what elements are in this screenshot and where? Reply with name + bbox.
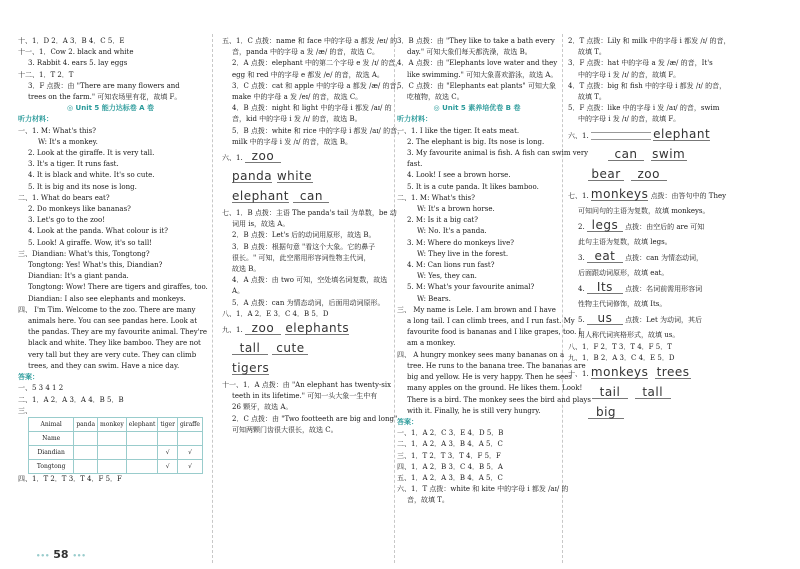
handwritten-answer: white	[276, 169, 313, 184]
text-line: 5．C 点拨：由 "Elephants eat plants" 可知大象	[397, 81, 556, 90]
text-line: 中的字母 i 发 /ɪ/ 的音，故填 F。	[578, 115, 681, 124]
decor-dots-icon: •••	[72, 552, 86, 560]
text-line: with it. Finally, he is still very hungry.	[407, 406, 541, 415]
text-line: 5．A 点拨：can 为情态动词，后面用动词原形。	[232, 298, 385, 307]
text-line: big and yellow. He is very happy. Then he sees	[407, 373, 572, 382]
handwritten-answer: cute	[272, 342, 308, 355]
text-line: 可知两颗门齿很大很长，故选 C。	[232, 425, 338, 434]
text-line: trees on the farm." 可知农场里有花，故填 F。	[28, 93, 182, 102]
text-line: 六、1．T 点拨：white 和 kite 中的字母 i 都发 /aɪ/ 的	[397, 485, 569, 494]
text-line: 后面跟动词原形，故填 eat。	[578, 269, 669, 278]
item-label: 六、1.	[222, 154, 243, 163]
answer-table	[28, 417, 203, 474]
text-line: There is a bird. The monkey sees the bird and plays	[407, 395, 591, 404]
table-row-label: Diandian	[29, 445, 74, 459]
text-line: 三、Diandian: What's this, Tongtong?	[18, 249, 150, 258]
handwritten-answer: us	[587, 312, 623, 325]
section-title: ◎ Unit 5 素养培优卷 B 卷	[433, 104, 521, 113]
text-line: 4．A 点拨：由 "Elephants love water and they	[397, 59, 558, 68]
text-line: egg 和 red 中的字母 e 都发 /e/ 的音，故选 A。	[232, 70, 384, 79]
text-line: W: Bears.	[417, 294, 451, 303]
text-line: 四、1．A 2．B 3．C 4．B 5．A	[397, 462, 503, 471]
handwritten-answer: eat	[587, 250, 623, 263]
column-1	[18, 36, 208, 485]
handwritten-answer: monkeys	[590, 365, 649, 380]
handwritten-answer: can	[293, 190, 329, 203]
handwritten-answer: can	[608, 148, 644, 161]
text-line: 5. It is a cute panda. It likes bamboo.	[407, 182, 539, 191]
text-line: W: It's a brown horse.	[417, 205, 495, 214]
handwriting-row	[568, 186, 783, 206]
text-line: 二、1．A 2．A 3．B 4．A 5．C	[397, 440, 503, 449]
note-text: 点拨：由答句中的 They	[650, 191, 727, 200]
handwriting-row	[222, 360, 392, 380]
text-line: 2. Do monkeys like bananas?	[28, 205, 131, 214]
table-cell	[98, 459, 127, 473]
handwritten-answer: tail	[592, 386, 628, 399]
text-line: 此句主语为复数，故填 legs。	[578, 237, 672, 246]
text-line: 一、1．A 2．C 3．E 4．D 5．B	[397, 429, 504, 438]
text-line: trees, and they can swim. Have a nice day.	[28, 361, 180, 370]
text-line: Diandian: It's a giant panda.	[28, 272, 129, 281]
page-number	[36, 548, 86, 561]
handwritten-answer: tall	[232, 342, 268, 355]
handwritten-answer: elephant	[653, 126, 711, 141]
handwriting-row	[568, 364, 783, 384]
text-line: 2．B 点拨：Let's 后的动词用原形，故选 B。	[232, 231, 376, 240]
listening-label: 听力材料：	[397, 115, 432, 124]
text-line: 3. Rabbit 4. ears 5. lay eggs	[28, 59, 128, 68]
handwriting-row	[222, 320, 392, 340]
handwritten-answer: swim	[652, 146, 686, 161]
handwritten-answer: Its	[587, 281, 623, 294]
text-line: 三、	[18, 406, 32, 415]
text-line: 二、1. What do bears eat?	[18, 193, 110, 202]
text-line: W: No. It's a panda.	[417, 227, 487, 236]
text-line: 3．F 点拨：由 "There are many flowers and	[28, 81, 180, 90]
table-cell	[74, 459, 98, 473]
text-line: 4. Look! I see a brown horse.	[407, 171, 511, 180]
text-line: 二、1．A 2．A 3．A 4．B 5．B	[18, 395, 124, 404]
text-line: 性物主代词修饰，故填 Its。	[578, 300, 667, 309]
text-line: 2. The elephant is big. Its nose is long.	[407, 137, 545, 146]
text-line: 4. Look at the panda. What colour is it?	[28, 227, 169, 236]
table-cell	[98, 445, 127, 459]
handwriting-row	[222, 168, 392, 188]
text-line: 九、1．B 2．A 3．C 4．E 5．D	[568, 353, 675, 362]
text-line: 四、 A hungry monkey sees many bananas on a	[397, 350, 565, 359]
text-line: 中的字母 i 发 /ɪ/ 的音，故填 F。	[578, 70, 681, 79]
column-divider	[394, 34, 395, 563]
text-line: 3. My favourite animal is fish. A fish can swim very	[407, 149, 589, 158]
text-line: 26 颗牙，故选 A。	[232, 403, 293, 412]
note-text: 点拨：Let 为动词，其后	[625, 316, 702, 325]
text-line: 三、1．T 2．T 3．T 4．F 5．F	[397, 451, 501, 460]
handwritten-answer: monkeys	[590, 186, 649, 201]
text-line: 五、1．C 点拨：name 和 face 中的字母 a 都发 /eɪ/ 的	[222, 37, 398, 45]
text-line: 2．A 点拨：elephant 中的第二个字母 e 发 /ɪ/ 的音，	[232, 59, 402, 68]
text-line: 用人称代词宾格形式，故填 us。	[578, 331, 680, 340]
panda-icon: panda	[74, 417, 98, 431]
answer-label: 答案：	[397, 417, 418, 426]
text-line: 3. Let's go to the zoo!	[28, 216, 106, 225]
text-line: 四、 I'm Tim. Welcome to the zoo. There are many	[18, 305, 196, 314]
item-label: 七、1.	[568, 191, 589, 200]
text-line: Tongtong: Wow! There are tigers and giraffes, too.	[28, 283, 208, 292]
text-line: Tongtong: Yes! What's this, Diandian?	[28, 261, 163, 270]
writing-lines	[591, 132, 651, 140]
text-line: the pandas. They are my favourite animal. They're	[28, 328, 208, 337]
text-line: 四、1．T 2．T 3．T 4．F 5．F	[18, 474, 122, 483]
section-title: ◎ Unit 5 能力达标卷 A 卷	[67, 104, 154, 113]
text-line: 音，panda 中的字母 a 发 /æ/ 的音，故选 C。	[232, 48, 379, 57]
text-line: W: It's a monkey.	[38, 137, 98, 146]
handwriting-row: 4. Its 点拨：名词前需用形容词	[578, 280, 703, 295]
handwritten-answer: elephant	[232, 189, 289, 204]
text-line: a long tail. I can climb trees, and I run fast. My	[407, 317, 575, 326]
text-line: 一、5 3 4 1 2	[18, 384, 64, 393]
table-header: Animal	[29, 417, 74, 431]
text-line: 4. M: Can lions run fast?	[407, 261, 495, 270]
handwritten-answer: tigers	[232, 361, 270, 376]
handwriting-row	[568, 404, 783, 424]
item-label: 十、1.	[568, 370, 589, 379]
text-line: 4．T 点拨：big 和 fish 中的字母 i 都发 /ɪ/ 的音，	[568, 81, 727, 90]
column-divider	[212, 34, 213, 563]
text-line: 3. It's a tiger. It runs fast.	[28, 160, 119, 169]
text-line: 一、1. M: What's this?	[18, 126, 96, 135]
text-line: 4. It is black and white. It's so cute.	[28, 171, 155, 180]
handwriting-row	[568, 166, 783, 186]
handwriting-row	[568, 384, 783, 404]
table-cell	[74, 445, 98, 459]
text-line: 故选 B。	[232, 265, 261, 274]
answer-label: 答案：	[18, 373, 39, 382]
text-line: fast.	[407, 160, 423, 169]
handwriting-row: 2. legs 点拨：由空后的 are 可知	[578, 217, 705, 232]
text-line: 3．B 点拨：根据句意 "看这个大象。它的鼻子	[232, 242, 376, 251]
text-line: 词用 is，故选 A。	[232, 220, 290, 229]
text-line: W: Yes, they can.	[417, 272, 477, 281]
table-cell	[126, 445, 158, 459]
text-line: 吃植物，故选 C。	[407, 93, 464, 102]
text-line: 故填 T。	[578, 48, 606, 57]
text-line: 一、1. I like the tiger. It eats meat.	[397, 126, 520, 135]
handwritten-answer: zoo	[245, 322, 281, 335]
giraffe-icon: giraffe	[177, 417, 202, 431]
text-line: 音，故填 T。	[407, 496, 449, 505]
handwriting-row	[222, 188, 392, 208]
text-line: teeth in its lifetime." 可知一头大象一生中有	[232, 392, 378, 401]
text-line: 5. Look! A giraffe. Wow, it's so tall!	[28, 238, 152, 247]
text-line: 5. M: What's your favourite animal?	[407, 283, 535, 292]
elephant-icon: elephant	[126, 417, 158, 431]
decor-dots-icon: •••	[36, 552, 50, 560]
text-line: milk 中的字母 i 发 /ɪ/ 的音，故选 B。	[232, 137, 353, 146]
column-2	[222, 36, 405, 436]
note-text: 点拨：名词前需用形容词	[625, 285, 703, 294]
text-line: 故填 T。	[578, 93, 606, 102]
item-label: 九、1.	[222, 326, 243, 335]
text-line: 3．C 点拨：cat 和 apple 中的字母 a 都发 /æ/ 的音，	[232, 81, 404, 90]
text-line: 八、1．F 2．T 3．T 4．F 5．T	[568, 342, 672, 351]
text-line: make 中的字母 a 发 /eɪ/ 的音，故选 C。	[232, 93, 363, 102]
listening-label: 听力材料：	[18, 115, 53, 124]
item-label: 六、1.	[568, 131, 589, 140]
text-line: 很长。" 可知，此空需用形容词性物主代词，	[232, 253, 371, 262]
handwriting-row	[222, 340, 392, 360]
table-cell	[126, 459, 158, 473]
note-text: 点拨：can 为情态动词，	[625, 254, 703, 263]
handwritten-answer: zoo	[245, 150, 281, 163]
text-line: tree. He runs to the banana tree. The bananas are	[407, 361, 586, 370]
handwriting-row	[222, 148, 392, 168]
text-line: A。	[232, 287, 245, 296]
text-line: animals here. You can see pandas here. Look at	[28, 317, 198, 326]
handwritten-answer: elephants	[285, 321, 350, 336]
text-line: 十、1．D 2．A 3．B 4．C 5．E	[18, 37, 125, 45]
text-line: 4．B 点拨：night 和 light 中的字母 i 都发 /aɪ/ 的	[232, 104, 392, 113]
text-line: 八、1．A 2．E 3．C 4．B 5．D	[222, 309, 329, 318]
monkey-icon: monkey	[98, 417, 127, 431]
handwritten-answer: legs	[587, 219, 623, 232]
handwritten-answer: zoo	[631, 168, 667, 181]
column-divider	[562, 34, 563, 563]
text-line: 5．B 点拨：white 和 rice 中的字母 i 都发 /aɪ/ 的音，	[232, 126, 405, 135]
text-line: 2．C 点拨：由 "Two footteeth are big and long"	[232, 414, 398, 423]
text-line: 可知问句的主语为复数，故填 monkeys。	[578, 206, 710, 215]
text-line: 5．F 点拨：like 中的字母 i 发 /aɪ/ 的音，swim	[568, 104, 720, 113]
text-line: 三、 My name is Lele. I am brown and I have	[397, 305, 556, 314]
handwritten-answer: tall	[635, 386, 671, 399]
handwritten-answer: panda	[232, 169, 273, 184]
table-cell: √	[158, 445, 178, 459]
table-cell: √	[158, 459, 178, 473]
table-cell: √	[177, 459, 202, 473]
text-line: W: They live in the forest.	[417, 249, 509, 258]
note-text: 点拨：由空后的 are 可知	[625, 222, 705, 231]
text-line: 七、1．B 点拨：主语 The panda's tail 为单数，be 动	[222, 209, 397, 218]
text-line: favourite food is bananas and I like grapes, too. I	[407, 328, 582, 337]
text-line: 五、1．A 2．A 3．B 4．A 5．C	[397, 473, 503, 482]
text-line: 3．F 点拨：hat 中的字母 a 发 /æ/ 的音，It's	[568, 59, 713, 68]
text-line: 3．B 点拨：由 "They like to take a bath every	[397, 37, 555, 45]
text-line: 十一、1．A 点拨：由 "An elephant has twenty-six	[222, 381, 392, 390]
column-4	[568, 36, 783, 424]
text-line: 2. Look at the giraffe. It is very tall.	[28, 149, 155, 158]
handwriting-row	[568, 126, 783, 146]
text-line: 音，kid 中的字母 i 发 /ɪ/ 的音，故选 B。	[232, 115, 362, 124]
text-line: 2．T 点拨：Lily 和 milk 中的字母 i 都发 /ɪ/ 的音，	[568, 37, 731, 45]
table-row-label: Tongtong	[29, 459, 74, 473]
table-row-label: Name	[29, 431, 74, 445]
handwriting-row	[568, 146, 783, 166]
table-cell: √	[177, 445, 202, 459]
text-line: 十一、1．Cow 2. black and white	[18, 48, 134, 57]
text-line: day." 可知大象们每天都洗澡，故选 B。	[407, 48, 532, 57]
text-line: 二、1. M: What's this?	[397, 193, 475, 202]
text-line: 3. M: Where do monkeys live?	[407, 238, 514, 247]
text-line: like swimming." 可知大象喜欢游泳，故选 A。	[407, 70, 558, 79]
handwritten-answer: trees	[656, 365, 690, 380]
text-line: Diandian: I also see elephants and monkeys.	[28, 294, 186, 303]
text-line: 十二、1．T 2．T	[18, 70, 74, 79]
handwriting-row: 3. eat 点拨：can 为情态动词，	[578, 249, 703, 264]
page-number-text: 58	[53, 548, 69, 561]
tiger-icon: tiger	[158, 417, 178, 431]
text-line: 2. M: Is it a big cat?	[407, 216, 478, 225]
handwritten-answer: big	[588, 406, 624, 419]
handwriting-row: 5. us 点拨：Let 为动词，其后	[578, 311, 702, 326]
text-line: many apples on the ground. He likes them. Look!	[407, 384, 583, 393]
text-line: black and white. They like bamboo. They are not	[28, 339, 201, 348]
text-line: 4．A 点拨：由 two 可知，空处填名词复数，故选	[232, 276, 388, 285]
text-line: am a monkey.	[407, 339, 456, 348]
handwritten-answer: bear	[588, 168, 624, 181]
text-line: 5. It is big and its nose is long.	[28, 182, 137, 191]
text-line: very tall but they are very cute. They can climb	[28, 350, 197, 359]
